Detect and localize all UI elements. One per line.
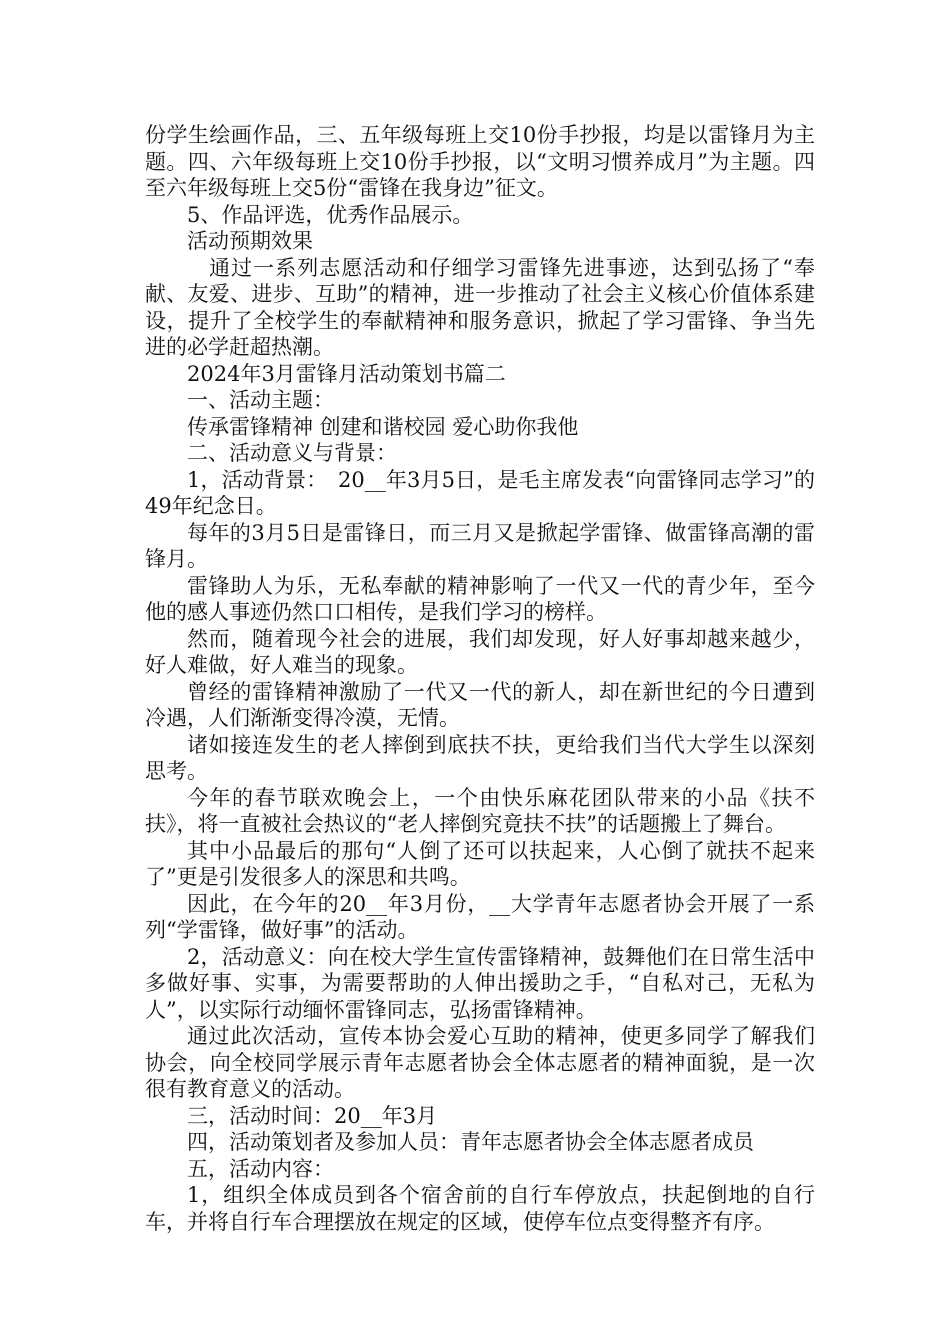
section-heading: 二、活动意义与背景：	[187, 441, 397, 465]
section-heading: 五，活动内容：	[187, 1156, 334, 1181]
section-heading: 四，活动策划者及参加人员：青年志愿者协会全体志愿者成员	[187, 1130, 754, 1154]
paragraph: 传承雷锋精神 创建和谐校园 爱心助你我他	[187, 414, 579, 439]
section-heading: 活动预期效果	[187, 229, 313, 253]
document-body	[145, 122, 815, 1235]
paragraph: 1，活动背景： 20__年3月5日，是毛主席发表“向雷锋同志学习”的49年纪念日。	[145, 467, 815, 518]
paragraph: 1，组织全体成员到各个宿舍前的自行车停放点，扶起倒地的自行车，并将自行车合理摆放在规定的区域，使停车位点变得整齐有序。	[145, 1183, 815, 1234]
paragraph: 通过此次活动，宣传本协会爱心互助的精神，使更多同学了解我们协会，向全校同学展示青年志愿者协会全体志愿者的精神面貌，是一次很有教育意义的活动。	[145, 1024, 815, 1101]
paragraph: 通过一系列志愿活动和仔细学习雷锋先进事迹，达到弘扬了“奉献、友爱、进步、互助”的精神，进一步推动了社会主义核心价值体系建设，提升了全校学生的奉献精神和服务意识，掀起了学习雷锋、争当先进的必学赶超热潮。	[145, 255, 815, 359]
paragraph: 2，活动意义：向在校大学生宣传雷锋精神，鼓舞他们在日常生活中多做好事、实事，为需要帮助的人伸出援助之手，“自私对己，无私为人”，以实际行动缅怀雷锋同志，弘扬雷锋精神。	[145, 944, 815, 1022]
paragraph: 其中小品最后的那句“人倒了还可以扶起来，人心倒了就扶不起来了”更是引发很多人的深思和共鸣。	[145, 838, 815, 889]
section-heading: 一、活动主题：	[187, 388, 334, 412]
paragraph: 份学生绘画作品，三、五年级每班上交10份手抄报，均是以雷锋月为主题。四、六年级每班上交10份手抄报，以“文明习惯养成月”为主题。四至六年级每班上交5份“雷锋在我身边”征文。	[145, 123, 815, 200]
paragraph: 曾经的雷锋精神激励了一代又一代的新人，却在新世纪的今日遭到冷遇，人们渐渐变得冷漠，无情。	[145, 679, 815, 730]
paragraph: 雷锋助人为乐，无私奉献的精神影响了一代又一代的青少年，至今他的感人事迹仍然口口相传，是我们学习的榜样。	[145, 573, 815, 624]
document-title: 2024年3月雷锋月活动策划书篇二	[187, 361, 506, 386]
paragraph: 然而，随着现今社会的进展，我们却发现，好人好事却越来越少，好人难做，好人难当的现象。	[145, 626, 815, 677]
paragraph: 因此，在今年的20__年3月份，__大学青年志愿者协会开展了一系列“学雷锋，做好事”的活动。	[145, 891, 815, 942]
paragraph: 诸如接连发生的老人摔倒到底扶不扶，更给我们当代大学生以深刻思考。	[145, 732, 815, 783]
section-heading: 三，活动时间：20__年3月	[187, 1103, 438, 1128]
paragraph: 5、作品评选，优秀作品展示。	[187, 202, 474, 227]
paragraph: 今年的春节联欢晚会上，一个由快乐麻花团队带来的小品《扶不扶》，将一直被社会热议的“老人摔倒究竟扶不扶”的话题搬上了舞台。	[145, 785, 815, 836]
paragraph: 每年的3月5日是雷锋日，而三月又是掀起学雷锋、做雷锋高潮的雷锋月。	[145, 520, 815, 571]
